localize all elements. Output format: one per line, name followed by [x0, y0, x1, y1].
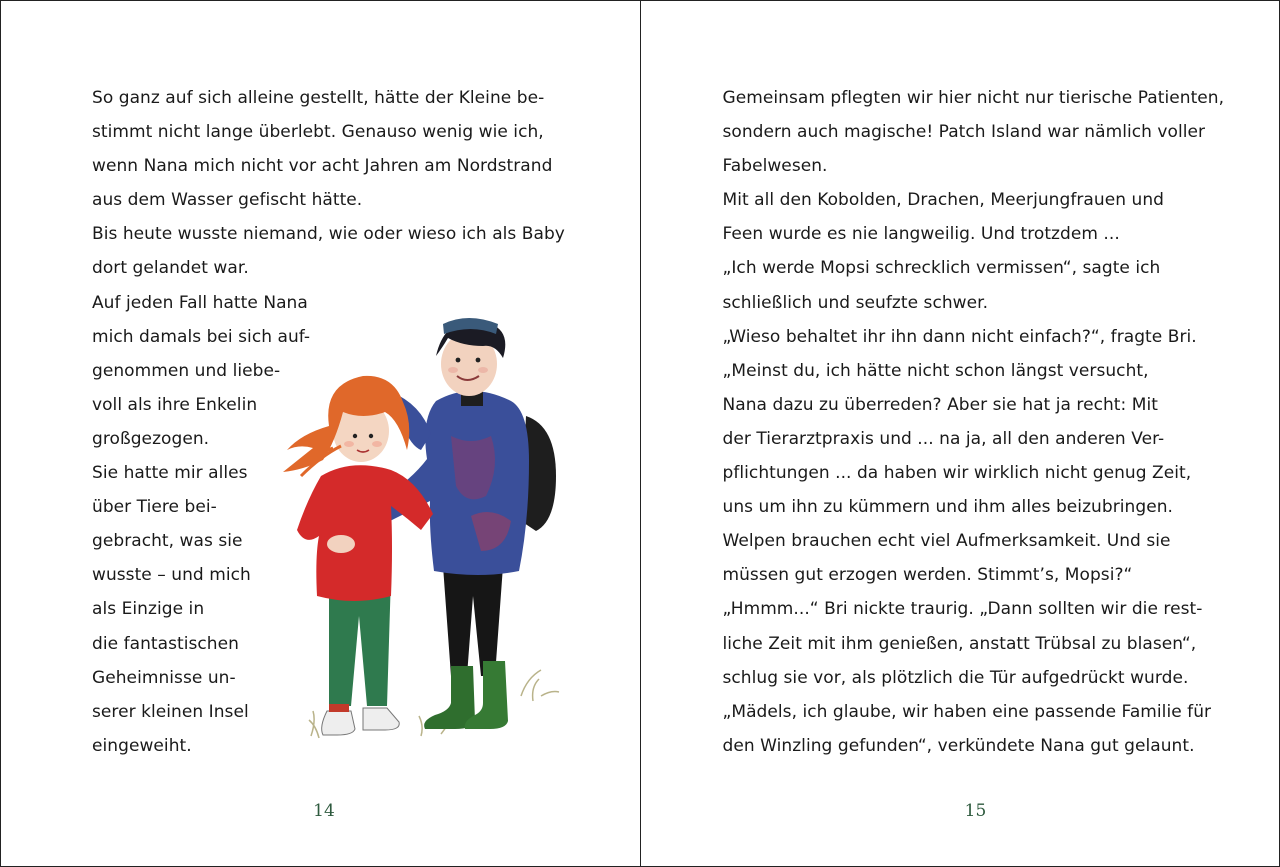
text-line: der Tierarztpraxis und ... na ja, all den anderen Ver- [722, 428, 1165, 449]
text-line: Gemeinsam pflegten wir hier nicht nur tierische Patienten, [722, 88, 1225, 108]
text-line: „Mädels, ich glaube, wir haben eine passende Familie für [722, 701, 1212, 722]
left-page [1, 1, 641, 866]
text-line: eingeweiht. [92, 735, 192, 756]
text-line: „Wieso behaltet ihr ihn dann nicht einfach?“, fragte Bri. [722, 326, 1197, 347]
text-line: pflichtungen ... da haben wir wirklich nicht genug Zeit, [722, 463, 1192, 484]
right-page [641, 1, 1280, 866]
text-line: gebracht, was sie [92, 531, 243, 552]
text-line: über Tiere bei- [92, 497, 217, 518]
text-line: „Meinst du, ich hätte nicht schon längst versucht, [722, 360, 1149, 381]
text-line: die fantastischen [92, 633, 239, 654]
text-line: „Hmmm...“ Bri nickte traurig. „Dann sollten wir die rest- [722, 599, 1203, 620]
text-line: schließlich und seufzte schwer. [722, 292, 989, 313]
text-line: Auf jeden Fall hatte Nana [92, 292, 308, 313]
text-line: sondern auch magische! Patch Island war nämlich voller [722, 122, 1206, 143]
text-line: Bis heute wusste niemand, wie oder wieso ich als Baby [92, 224, 565, 245]
text-line: liche Zeit mit ihm genießen, anstatt Trübsal zu blasen“, [722, 633, 1197, 654]
text-line: den Winzling gefunden“, verkündete Nana gut gelaunt. [722, 735, 1195, 756]
text-line: schlug sie vor, als plötzlich die Tür aufgedrückt wurde. [722, 667, 1189, 688]
text-line: dort gelandet war. [92, 258, 249, 279]
right-page-text [723, 81, 1225, 763]
text-line: „Ich werde Mopsi schrecklich vermissen“, sagte ich [722, 258, 1161, 279]
text-line: großgezogen. [92, 428, 210, 449]
text-line: wusste – und mich [92, 565, 251, 586]
text-line: aus dem Wasser gefischt hätte. [92, 190, 363, 211]
text-line: Welpen brauchen echt viel Aufmerksamkeit. Und sie [722, 531, 1171, 552]
text-line: Fabelwesen. [722, 156, 828, 177]
text-line: voll als ihre Enkelin [92, 394, 258, 415]
text-line: stimmt nicht lange überlebt. Genauso wenig wie ich, [92, 122, 544, 143]
text-line: genommen und liebe- [92, 360, 281, 381]
text-line: serer kleinen Insel [92, 701, 249, 722]
text-line: Feen wurde es nie langweilig. Und trotzdem ... [722, 224, 1120, 245]
text-line: wenn Nana mich nicht vor acht Jahren am Nordstrand [92, 156, 553, 177]
text-line: Sie hatte mir alles [92, 463, 248, 484]
text-line: müssen gut erzogen werden. Stimmt’s, Mopsi?“ [722, 565, 1133, 586]
text-line: Mit all den Kobolden, Drachen, Meerjungfrauen und [722, 190, 1164, 211]
text-line: uns um ihn zu kümmern und ihm alles beizubringen. [722, 497, 1173, 518]
text-line: Geheimnisse un- [92, 667, 236, 688]
text-line: als Einzige in [92, 599, 205, 620]
page-number: 15 [964, 801, 987, 821]
text-line: So ganz auf sich alleine gestellt, hätte der Kleine be- [92, 88, 545, 108]
text-line: mich damals bei sich auf- [92, 326, 311, 347]
text-line: Nana dazu zu überreden? Aber sie hat ja recht: Mit [722, 394, 1158, 415]
illustration-two-girls [271, 316, 571, 761]
page-number: 14 [313, 801, 335, 821]
